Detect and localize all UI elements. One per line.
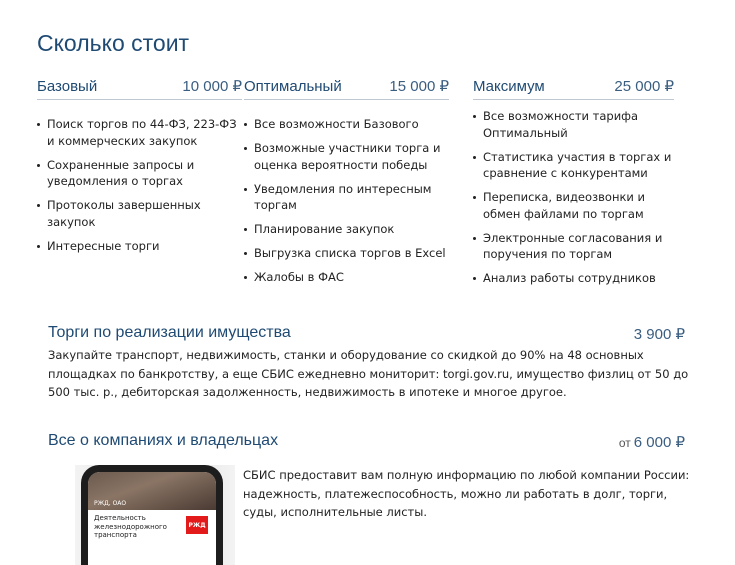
feature-item: Все возможности тарифа Оптимальный [473,108,674,141]
companies-title: Все о компаниях и владельцах [48,432,279,449]
plan-header [473,77,674,100]
feature-item: Поиск торгов по 44-ФЗ, 223-ФЗ и коммерческих закупок [37,116,242,149]
phone-body [81,465,223,565]
property-title: Торги по реализации имущества [48,324,291,341]
feature-item: Планирование закупок [244,221,449,238]
screen-heading: Деятельность железнодорожного транспорта [94,514,167,539]
feature-item: Жалобы в ФАС [244,269,449,286]
phone-illustration [75,465,235,565]
plan-header [244,77,449,100]
plan-header [37,77,242,100]
screen-company: РЖД, ОАО [94,500,127,507]
plan-name: Базовый [37,78,98,95]
plan-name: Оптимальный [244,78,342,95]
feature-item: Сохраненные запросы и уведомления о торгах [37,157,242,190]
feature-item: Протоколы завершенных закупок [37,197,242,230]
plan-name: Максимум [473,78,545,95]
property-price: 3 900 ₽ [633,326,685,343]
plan-price: 15 000 ₽ [389,78,449,95]
feature-list [37,116,242,254]
feature-item: Переписка, видеозвонки и обмен файлами по торгам [473,189,674,222]
feature-item: Все возможности Базового [244,116,449,133]
plan-basic [37,77,242,262]
property-description: Закупайте транспорт, недвижимость, станки и оборудование со скидкой до 90% на 48 основных площадках по банкротству, а еще СБИС ежедневно мониторит: torgi.gov.ru, имущество физлиц от 50 до 500 тыс. р., дебиторская задолженность, недвижимость в ипотеке и многое другое. [48,348,689,399]
feature-item: Электронные согласования и поручения по торгам [473,230,674,263]
feature-list [244,116,449,286]
page-title: Сколько стоит [37,30,190,56]
price-prefix: от [618,436,631,450]
plan-price: 25 000 ₽ [614,78,674,95]
feature-item: Возможные участники торга и оценка вероятности победы [244,140,449,173]
feature-item: Анализ работы сотрудников [473,270,674,287]
plan-maximum [473,77,674,294]
feature-list [473,108,674,287]
plan-optimal [244,77,449,293]
companies-price-block [619,433,685,451]
feature-item: Выгрузка списка торгов в Excel [244,245,449,262]
feature-item: Интересные торги [37,238,242,255]
phone-screen [88,472,216,565]
plan-price: 10 000 ₽ [182,78,242,95]
feature-item: Статистика участия в торгах и сравнение с конкурентами [473,149,674,182]
screen-body [88,510,216,544]
screen-photo [88,472,216,510]
feature-item: Уведомления по интересным торгам [244,181,449,214]
rzd-logo-icon: РЖД [186,516,208,534]
companies-description: СБИС предоставит вам полную информацию по любой компании России: надежность, платежеспособность, можно ли работать в долг, торги, суды, исполнительные листы. [243,468,690,519]
companies-price: 6 000 ₽ [633,434,685,451]
